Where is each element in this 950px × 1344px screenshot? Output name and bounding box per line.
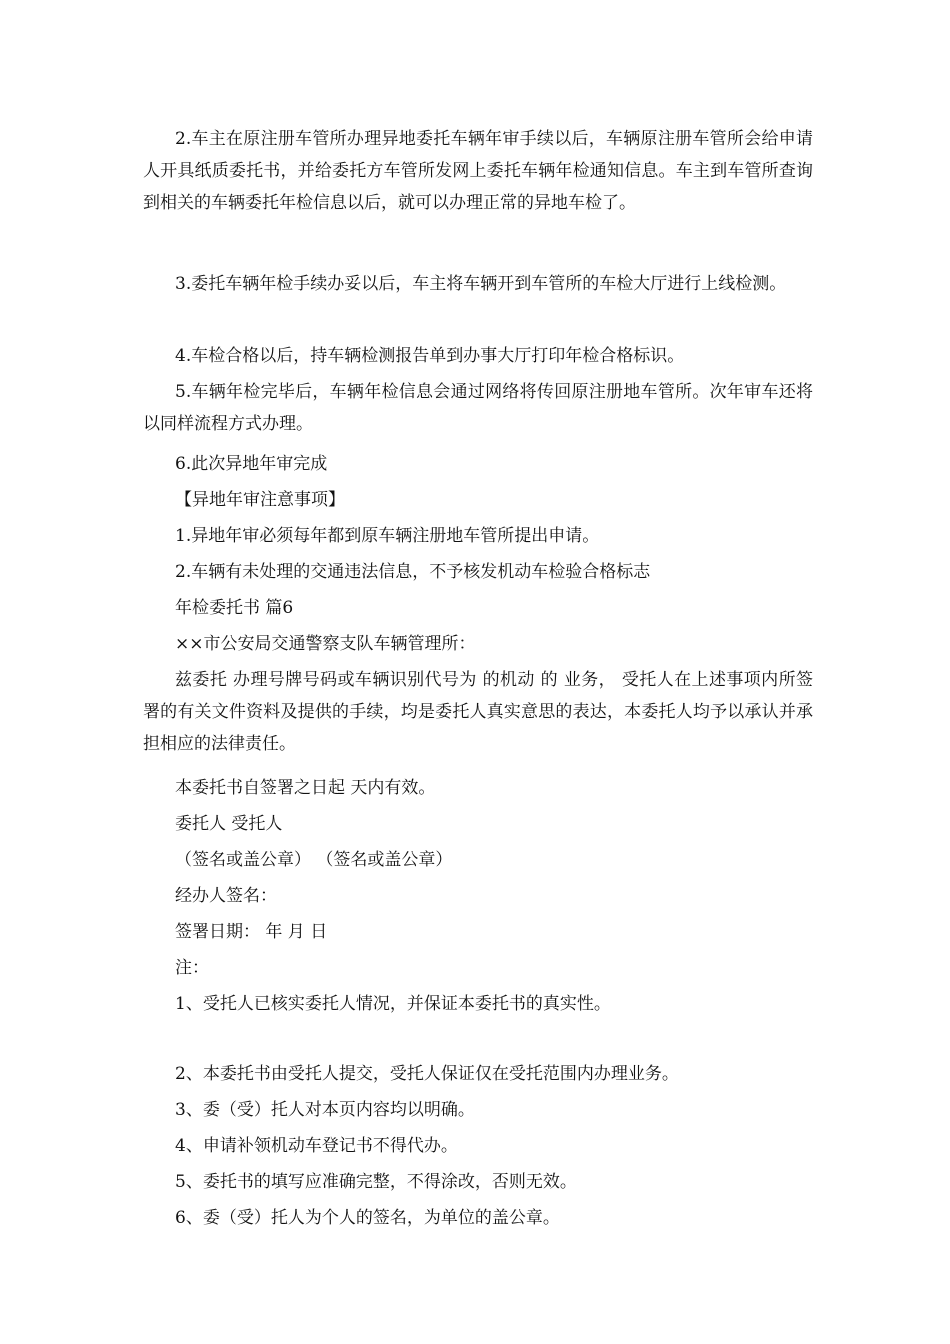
note-item-2: 2.车辆有未处理的交通违法信息，不予核发机动车检验合格标志: [175, 562, 651, 582]
section-title-article-6: 年检委托书 篇6: [175, 598, 294, 618]
paragraph-step-2: 2.车主在原注册车管所办理异地委托车辆年审手续以后，车辆原注册车管所会给申请人开具纸质委托书，并给委托方车管所发网上委托车辆年检通知信息。车主到车管所查询到相关的车辆委托年检信息以后，就可以办理正常的异地车检了。: [143, 129, 813, 213]
signing-date-line: 签署日期： 年 月 日: [175, 922, 328, 942]
remark-item-3: 3、委（受）托人对本页内容均以明确。: [175, 1100, 475, 1120]
remark-item-5: 5、委托书的填写应准确完整，不得涂改，否则无效。: [175, 1172, 577, 1192]
remark-item-6: 6、委（受）托人为个人的签名，为单位的盖公章。: [175, 1208, 560, 1228]
section-heading-notes: 【异地年审注意事项】: [175, 490, 345, 510]
addressee: ××市公安局交通警察支队车辆管理所：: [175, 634, 476, 654]
paragraph-step-4: 4.车检合格以后，持车辆检测报告单到办事大厅打印年检合格标识。: [175, 346, 685, 366]
remark-item-4: 4、申请补领机动车登记书不得代办。: [175, 1136, 458, 1156]
paragraph-authorization: 兹委托 办理号牌号码或车辆识别代号为 的机动 的 业务， 受托人在上述事项内所签署的有关文件资料及提供的手续，均是委托人真实意思的表达，本委托人均予以承认并承担相应的法律责任。: [143, 670, 813, 754]
note-item-1: 1.异地年审必须每年都到原车辆注册地车管所提出申请。: [175, 526, 600, 546]
validity-line: 本委托书自签署之日起 天内有效。: [175, 778, 436, 798]
paragraph-step-5: 5.车辆年检完毕后，车辆年检信息会通过网络将传回原注册地车管所。次年审车还将以同样流程方式办理。: [143, 382, 813, 434]
parties-line: 委托人 受托人: [175, 814, 283, 834]
paragraph-step-6: 6.此次异地年审完成: [175, 454, 328, 474]
remark-item-1: 1、受托人已核实委托人情况，并保证本委托书的真实性。: [175, 994, 611, 1014]
remarks-heading: 注：: [175, 958, 209, 978]
handler-signature-line: 经办人签名：: [175, 886, 277, 906]
signature-note-line: （签名或盖公章） （签名或盖公章）: [175, 850, 453, 870]
paragraph-step-3: 3.委托车辆年检手续办妥以后，车主将车辆开到车管所的车检大厅进行上线检测。: [175, 274, 787, 294]
remark-item-2: 2、本委托书由受托人提交，受托人保证仅在受托范围内办理业务。: [175, 1064, 679, 1084]
